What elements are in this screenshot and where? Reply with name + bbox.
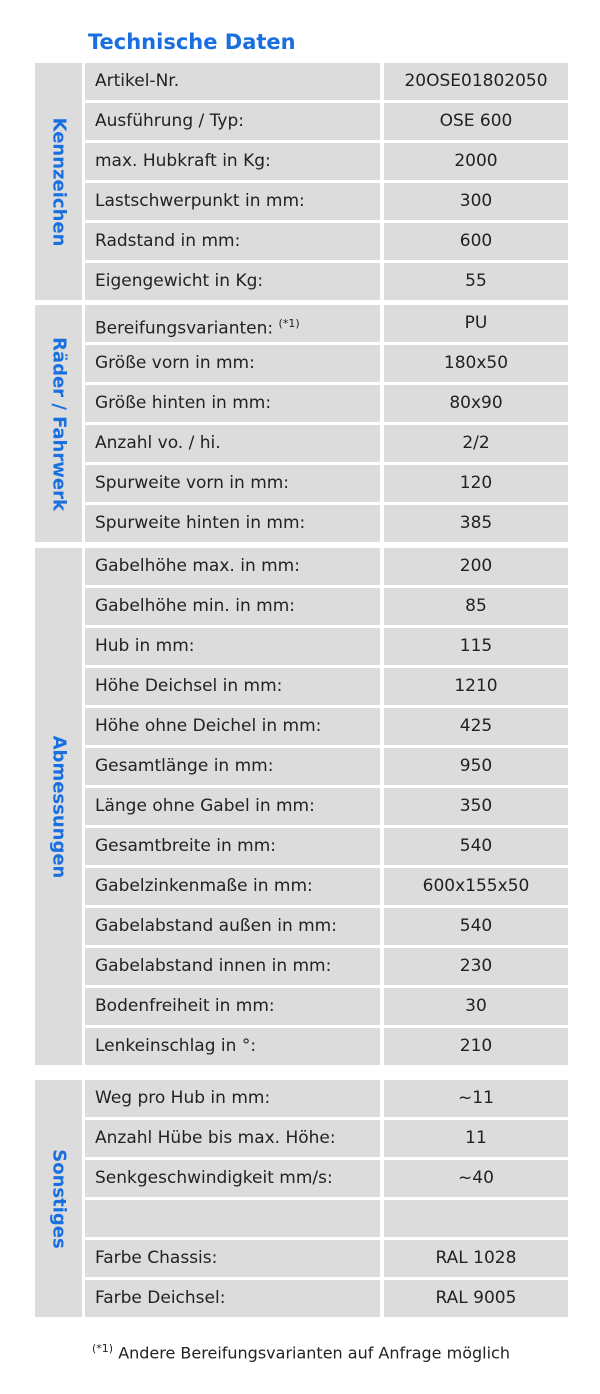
table-row [85, 63, 568, 100]
table-row [85, 828, 568, 865]
attribute-cell: Bereifungsvarianten: $^{(*1)}$ [85, 305, 380, 342]
attribute-cell: Größe vorn in mm: [85, 345, 380, 382]
attribute-cell: Eigengewicht in Kg: [85, 263, 380, 300]
value-cell: 230 [384, 948, 568, 985]
attribute-cell: Gesamtlänge in mm: [85, 748, 380, 785]
attribute-cell: Ausführung / Typ: [85, 103, 380, 140]
value-cell: 540 [384, 908, 568, 945]
section-label [35, 548, 82, 1065]
value-cell: 120 [384, 465, 568, 502]
table-row [85, 1160, 568, 1197]
value-cell: 540 [384, 828, 568, 865]
attribute-cell: Spurweite hinten in mm: [85, 505, 380, 542]
table-row [85, 183, 568, 220]
table-row [85, 708, 568, 745]
table-row [85, 385, 568, 422]
value-cell: 385 [384, 505, 568, 542]
attribute-cell: Artikel-Nr. [85, 63, 380, 100]
attribute-cell: Senkgeschwindigkeit mm/s: [85, 1160, 380, 1197]
value-cell: 55 [384, 263, 568, 300]
value-cell: PU [384, 305, 568, 342]
table-row [85, 548, 568, 585]
attribute-cell: Spurweite vorn in mm: [85, 465, 380, 502]
footnote-text: Andere Bereifungsvarianten auf Anfrage möglich [118, 1343, 510, 1363]
table-row [85, 1120, 568, 1157]
attribute-cell: Farbe Chassis: [85, 1240, 380, 1277]
attribute-cell: Bodenfreiheit in mm: [85, 988, 380, 1025]
attribute-cell: Lastschwerpunkt in mm: [85, 183, 380, 220]
table-row [85, 425, 568, 462]
section-label [35, 63, 82, 300]
table-row [85, 628, 568, 665]
table-row [85, 788, 568, 825]
table-row [85, 305, 568, 342]
table-row [85, 465, 568, 502]
value-cell: 2/2 [384, 425, 568, 462]
attribute-cell: Lenkeinschlag in °: [85, 1028, 380, 1065]
attribute-cell: Radstand in mm: [85, 223, 380, 260]
attribute-cell: Gesamtbreite in mm: [85, 828, 380, 865]
attribute-cell: Höhe Deichsel in mm: [85, 668, 380, 705]
table-row [85, 988, 568, 1025]
value-cell: 1210 [384, 668, 568, 705]
attribute-cell: Größe hinten in mm: [85, 385, 380, 422]
section-2 [35, 548, 568, 1065]
section-0 [35, 63, 568, 300]
attribute-cell: max. Hubkraft in Kg: [85, 143, 380, 180]
section-label-text: Räder / Fahrwerk [48, 336, 69, 511]
table-row [85, 1200, 568, 1237]
section-label-text: Sonstiges [48, 1148, 69, 1249]
page-title: Technische Daten [88, 30, 296, 54]
table-row [85, 1080, 568, 1117]
value-cell: 20OSE01802050 [384, 63, 568, 100]
table-row [85, 143, 568, 180]
value-cell: 200 [384, 548, 568, 585]
value-cell: OSE 600 [384, 103, 568, 140]
value-cell: 950 [384, 748, 568, 785]
value-cell: 210 [384, 1028, 568, 1065]
value-cell: 600 [384, 223, 568, 260]
table-row [85, 1240, 568, 1277]
value-cell: RAL 1028 [384, 1240, 568, 1277]
attribute-cell: Gabelzinkenmaße in mm: [85, 868, 380, 905]
table-row [85, 345, 568, 382]
table-row [85, 103, 568, 140]
section-3 [35, 1080, 568, 1317]
attribute-cell: Anzahl vo. / hi. [85, 425, 380, 462]
section-label-text: Abmessungen [48, 735, 69, 878]
table-row [85, 1028, 568, 1065]
table-row [85, 223, 568, 260]
section-label [35, 1080, 82, 1317]
value-cell: 115 [384, 628, 568, 665]
attribute-cell [85, 1200, 380, 1237]
attribute-cell: Farbe Deichsel: [85, 1280, 380, 1317]
table-row [85, 1280, 568, 1317]
attribute-cell: Gabelhöhe min. in mm: [85, 588, 380, 625]
section-label [35, 305, 82, 542]
attribute-cell: Höhe ohne Deichel in mm: [85, 708, 380, 745]
footnote-mark: (*1) [92, 1342, 114, 1355]
value-cell: 300 [384, 183, 568, 220]
value-cell: 600x155x50 [384, 868, 568, 905]
table-row [85, 588, 568, 625]
section-1 [35, 305, 568, 542]
value-cell: 30 [384, 988, 568, 1025]
value-cell: ~40 [384, 1160, 568, 1197]
value-cell [384, 1200, 568, 1237]
value-cell: RAL 9005 [384, 1280, 568, 1317]
value-cell: 425 [384, 708, 568, 745]
section-label-text: Kennzeichen [48, 117, 69, 246]
attribute-cell: Weg pro Hub in mm: [85, 1080, 380, 1117]
attribute-cell: Länge ohne Gabel in mm: [85, 788, 380, 825]
value-cell: 180x50 [384, 345, 568, 382]
table-row [85, 868, 568, 905]
value-cell: 350 [384, 788, 568, 825]
attribute-cell: Hub in mm: [85, 628, 380, 665]
table-row [85, 748, 568, 785]
table-row [85, 908, 568, 945]
value-cell: 2000 [384, 143, 568, 180]
table-row [85, 948, 568, 985]
table-row [85, 668, 568, 705]
table-row [85, 263, 568, 300]
attribute-cell: Gabelhöhe max. in mm: [85, 548, 380, 585]
value-cell: 11 [384, 1120, 568, 1157]
value-cell: 80x90 [384, 385, 568, 422]
value-cell: ~11 [384, 1080, 568, 1117]
attribute-cell: Gabelabstand innen in mm: [85, 948, 380, 985]
value-cell: 85 [384, 588, 568, 625]
attribute-cell: Anzahl Hübe bis max. Höhe: [85, 1120, 380, 1157]
attribute-cell: Gabelabstand außen in mm: [85, 908, 380, 945]
footnote [92, 1342, 510, 1362]
table-row [85, 505, 568, 542]
